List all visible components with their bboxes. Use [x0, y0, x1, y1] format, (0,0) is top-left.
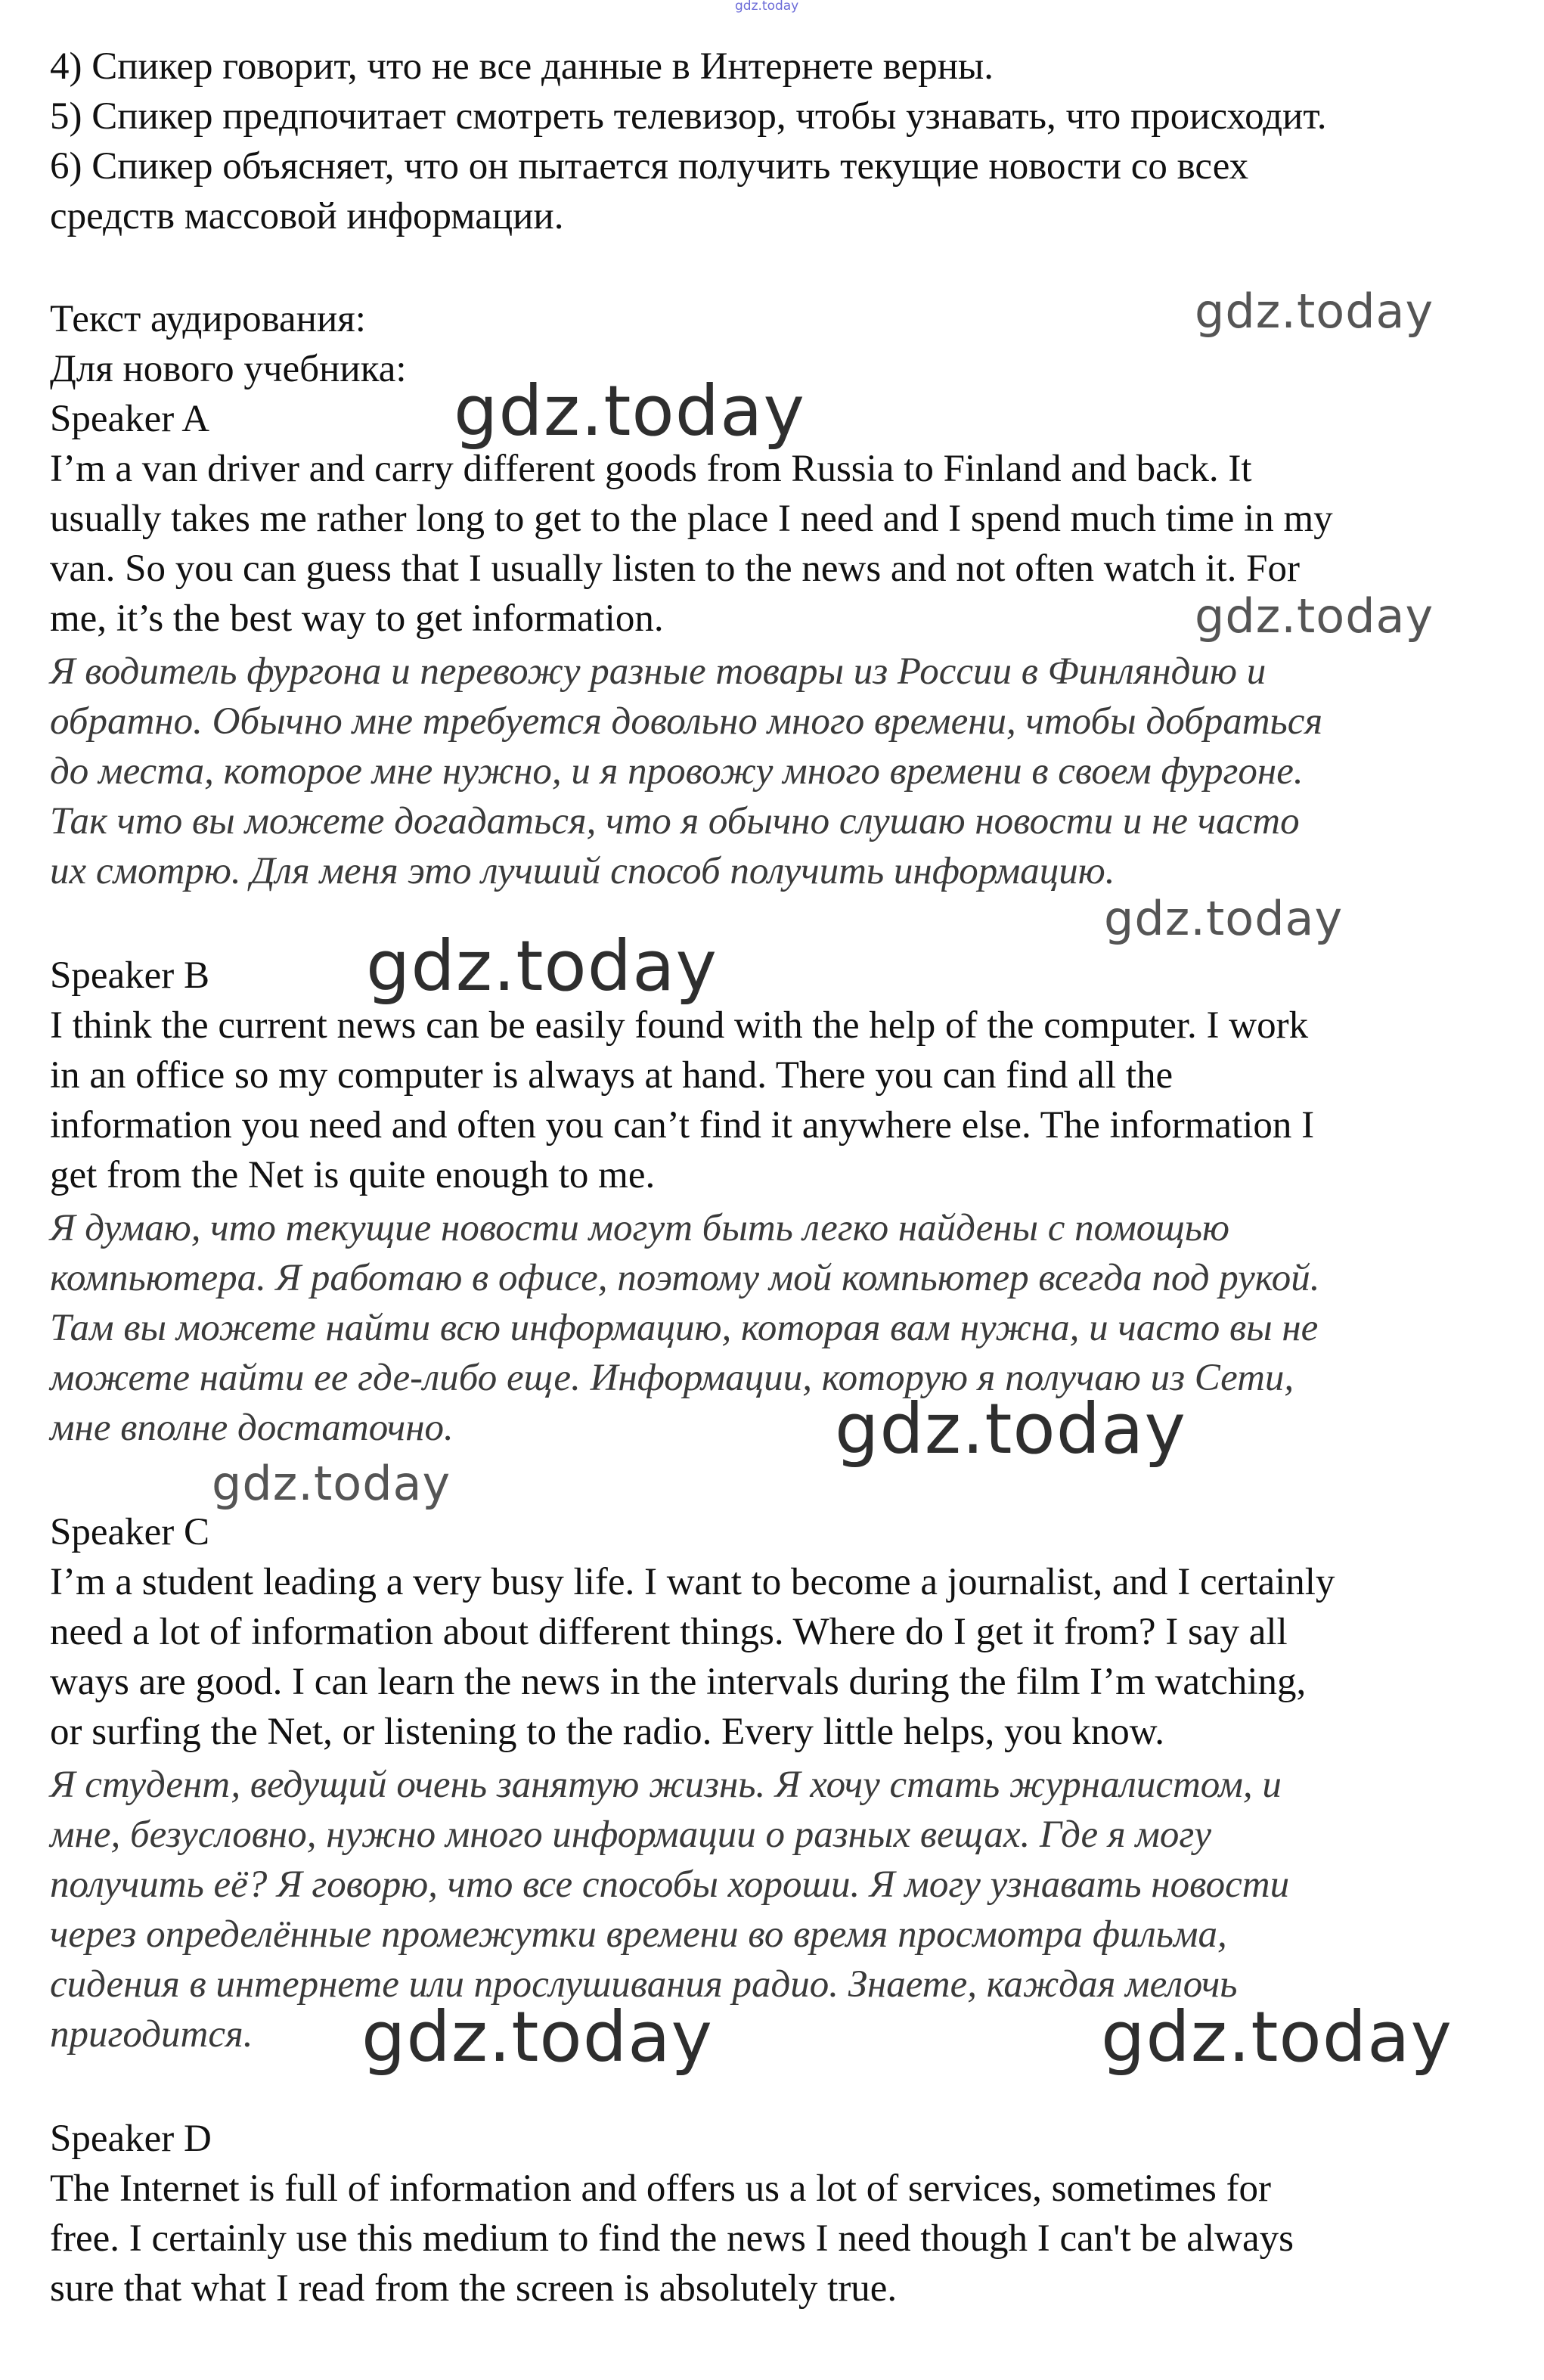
watermark: gdz.today: [1104, 891, 1344, 946]
speaker-text-en: or surfing the Net, or listening to the radio. Every little helps, you know.: [50, 1711, 1164, 1753]
speaker-text-ru: Я студент, ведущий очень занятую жизнь. Я хочу стать журналистом, и: [50, 1764, 1282, 1806]
speaker-text-ru: получить её? Я говорю, что все способы хороши. Я могу узнавать новости: [50, 1863, 1290, 1906]
speaker-text-ru: Так что вы можете догадаться, что я обычно слушаю новости и не часто: [50, 800, 1300, 842]
intro-line: средств массовой информации.: [50, 195, 564, 237]
speaker-text-en: usually takes me rather long to get to the place I need and I spend much time in my: [50, 498, 1333, 540]
speaker-label: Speaker B: [50, 954, 210, 997]
speaker-text-ru: Там вы можете найти всю информацию, которая вам нужна, и часто вы не: [50, 1307, 1319, 1349]
speaker-text-en: van. So you can guess that I usually listen to the news and not often watch it. For: [50, 548, 1300, 590]
watermark: gdz.today: [212, 1456, 451, 1511]
watermark: gdz.today: [361, 1997, 713, 2077]
watermark: gdz.today: [454, 371, 805, 451]
speaker-label: Speaker A: [50, 398, 210, 440]
watermark: gdz.today: [366, 926, 718, 1007]
watermark: gdz.today: [835, 1389, 1186, 1469]
speaker-text-ru: до места, которое мне нужно, и я провожу много времени в своем фургоне.: [50, 750, 1304, 793]
speaker-text-en: information you need and often you can’t find it anywhere else. The information I: [50, 1104, 1315, 1147]
speaker-text-en: me, it’s the best way to get information.: [50, 597, 664, 640]
intro-line: 6) Спикер объясняет, что он пытается получить текущие новости со всех: [50, 145, 1249, 188]
speaker-text-ru: мне, безусловно, нужно много информации о разных вещах. Где я могу: [50, 1814, 1211, 1856]
speaker-text-ru: сидения в интернете или прослушивания радио. Знаете, каждая мелочь: [50, 1963, 1238, 2006]
speaker-text-en: ways are good. I can learn the news in the intervals during the film I’m watching,: [50, 1661, 1307, 1703]
speaker-label: Speaker D: [50, 2118, 212, 2160]
speaker-text-en: I’m a student leading a very busy life. I want to become a journalist, and I certainly: [50, 1561, 1335, 1603]
speaker-text-ru: Я водитель фургона и перевожу разные товары из России в Финляндию и: [50, 650, 1267, 693]
speaker-text-ru: пригодится.: [50, 2013, 253, 2056]
speaker-text-ru: через определённые промежутки времени во время просмотра фильма,: [50, 1913, 1227, 1956]
speaker-text-ru: обратно. Обычно мне требуется довольно много времени, чтобы добраться: [50, 700, 1323, 743]
watermark: gdz.today: [1195, 284, 1434, 339]
speaker-text-en: The Internet is full of information and offers us a lot of services, sometimes for: [50, 2167, 1272, 2210]
speaker-text-ru: мне вполне достаточно.: [50, 1407, 454, 1449]
speaker-text-ru: можете найти ее где-либо еще. Информации, которую я получаю из Сети,: [50, 1357, 1294, 1399]
speaker-text-en: I think the current news can be easily found with the help of the computer. I work: [50, 1004, 1309, 1047]
section-title: Текст аудирования:: [50, 298, 366, 340]
header-watermark: gdz.today: [735, 0, 799, 14]
speaker-text-en: free. I certainly use this medium to find the news I need though I can't be always: [50, 2217, 1294, 2260]
speaker-text-en: sure that what I read from the screen is absolutely true.: [50, 2267, 898, 2310]
speaker-label: Speaker C: [50, 1511, 210, 1553]
watermark: gdz.today: [1101, 1997, 1453, 2077]
watermark: gdz.today: [1195, 588, 1434, 644]
speaker-text-en: in an office so my computer is always at hand. There you can find all the: [50, 1054, 1174, 1097]
intro-line: 5) Спикер предпочитает смотреть телевизор, чтобы узнавать, что происходит.: [50, 95, 1327, 138]
speaker-text-ru: их смотрю. Для меня это лучший способ получить информацию.: [50, 850, 1115, 892]
intro-line: 4) Спикер говорит, что не все данные в Интернете верны.: [50, 45, 994, 88]
subtitle: Для нового учебника:: [50, 348, 407, 390]
speaker-text-en: I’m a van driver and carry different goods from Russia to Finland and back. It: [50, 448, 1252, 490]
speaker-text-ru: Я думаю, что текущие новости могут быть легко найдены с помощью: [50, 1207, 1229, 1249]
speaker-text-ru: компьютера. Я работаю в офисе, поэтому мой компьютер всегда под рукой.: [50, 1257, 1320, 1299]
speaker-text-en: need a lot of information about different things. Where do I get it from? I say all: [50, 1611, 1288, 1653]
speaker-text-en: get from the Net is quite enough to me.: [50, 1154, 656, 1196]
